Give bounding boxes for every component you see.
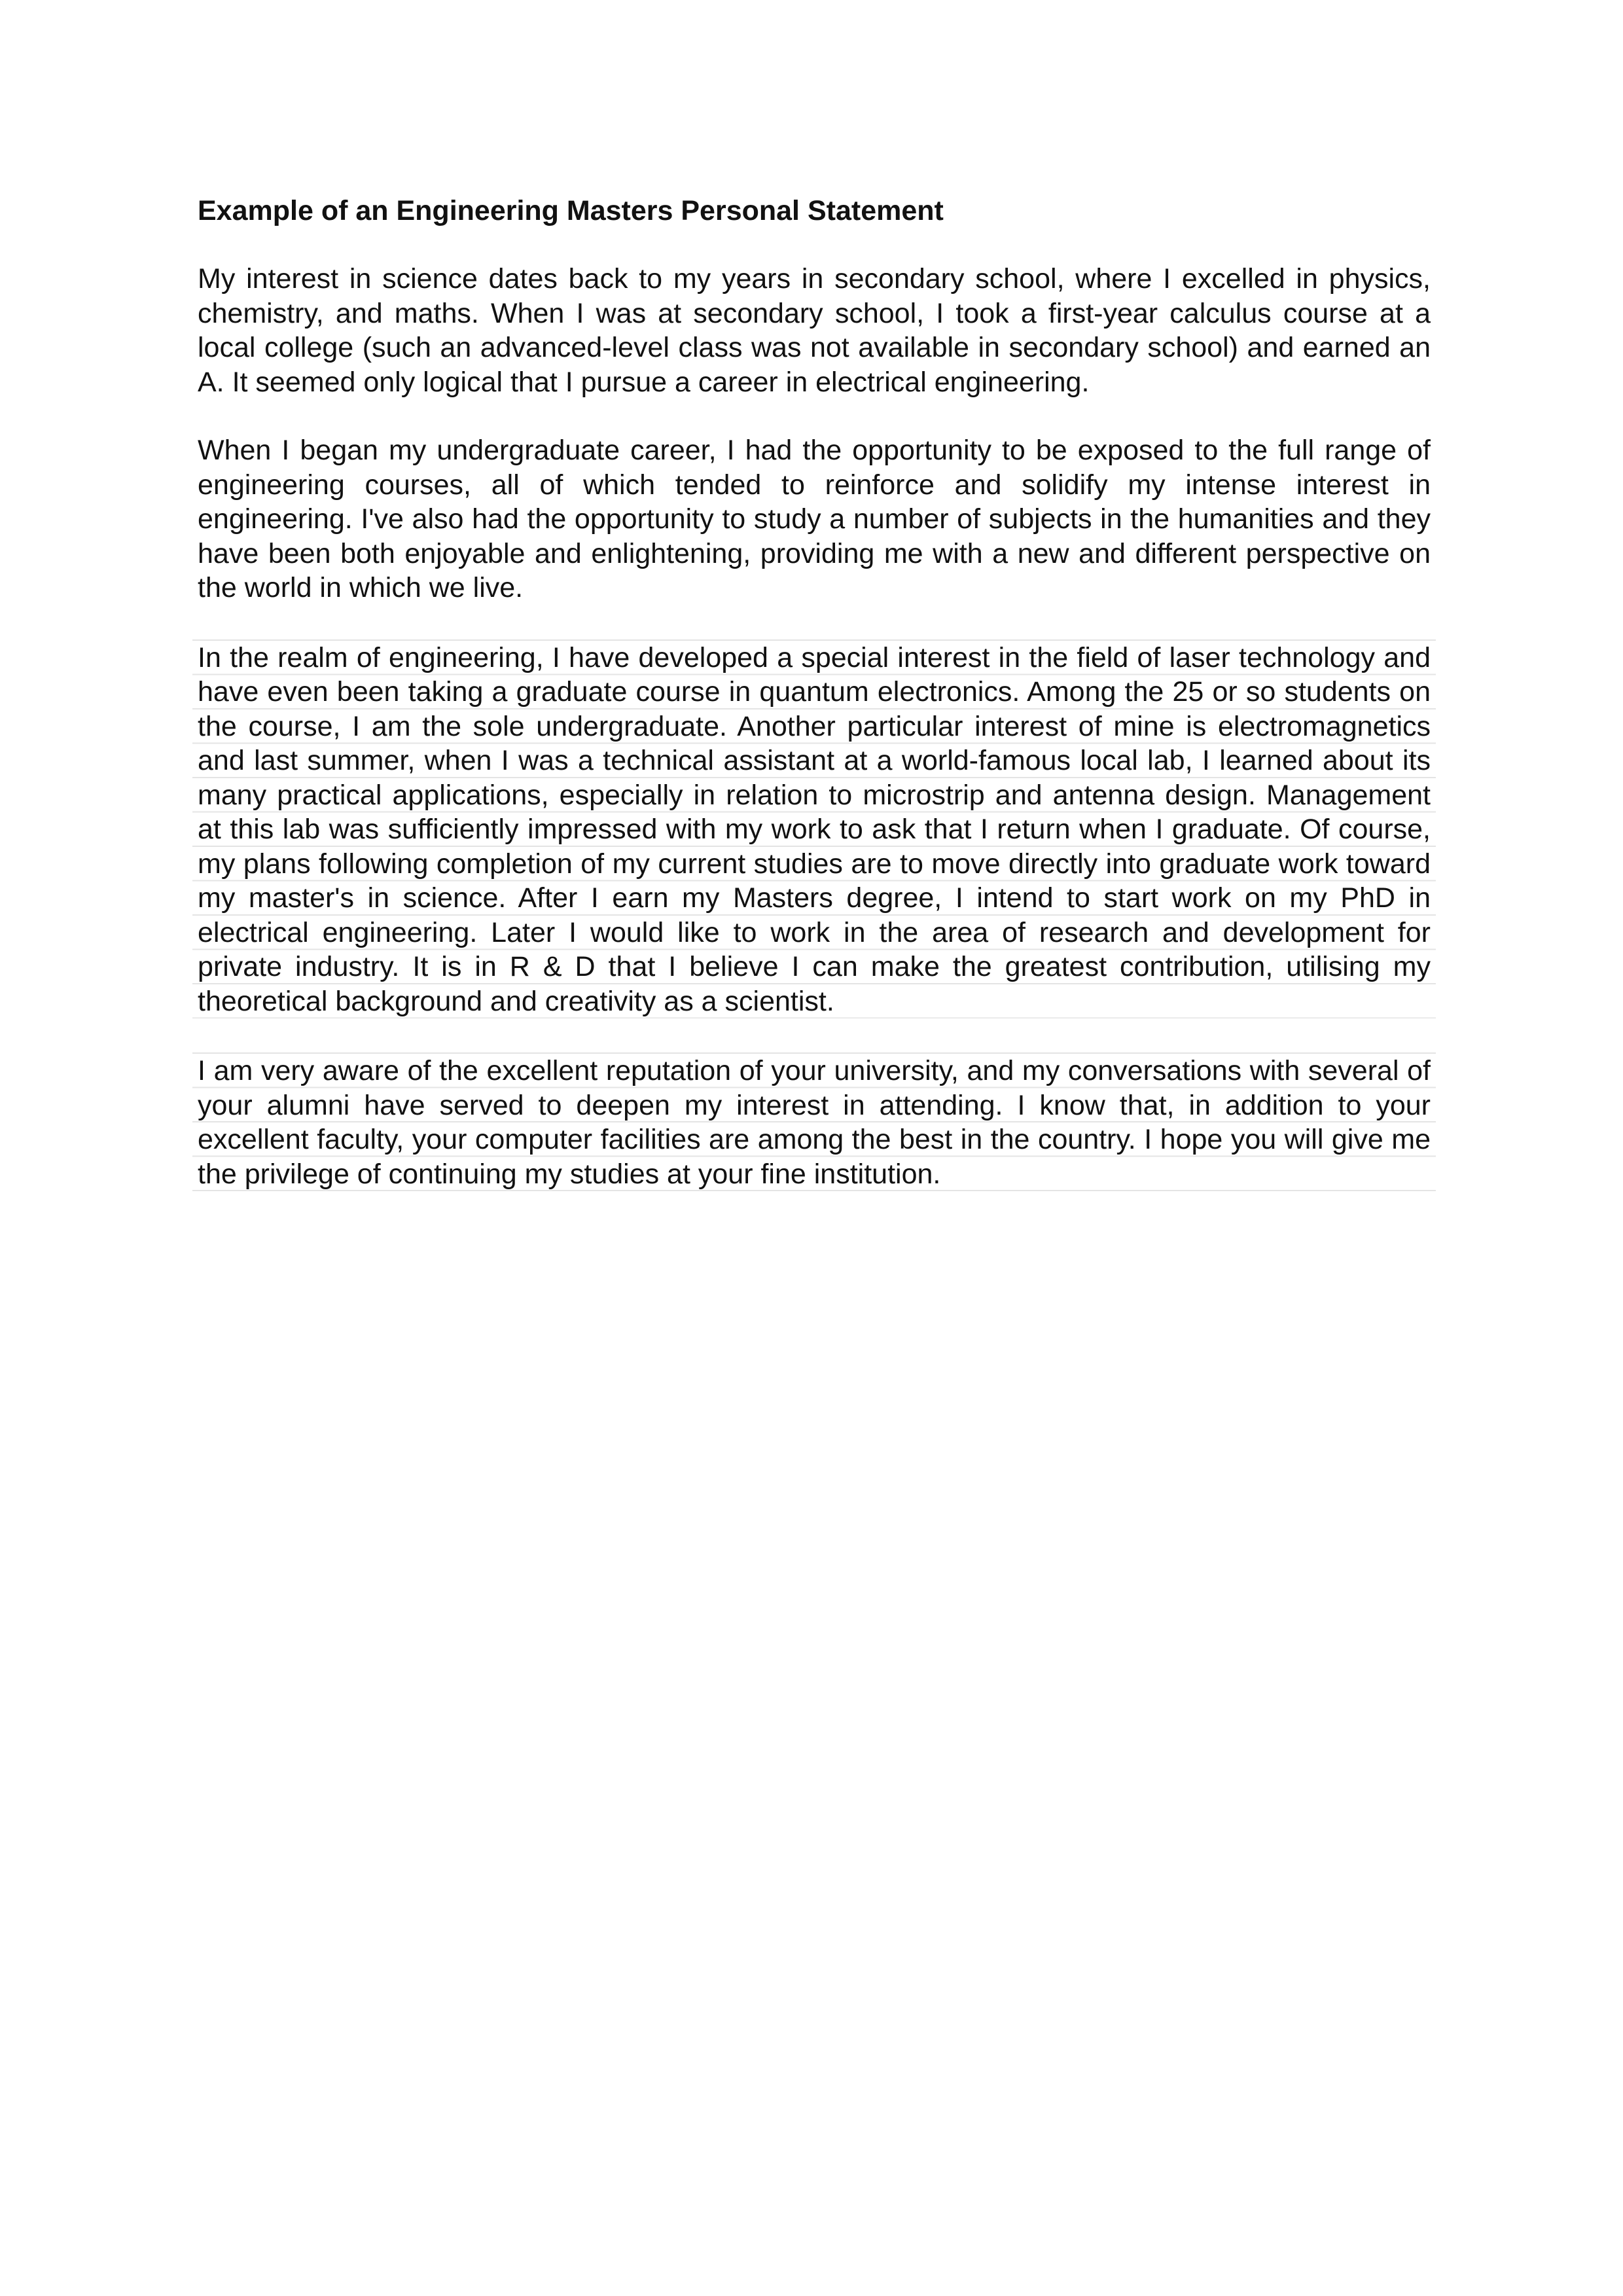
paragraph-1: My interest in science dates back to my years in secondary school, where I excelled in physics, chemistry, and maths. When I was at secondary school, I took a first-year calculus course at a local college (such an advanced-level class was not available in secondary school) and earned an A. It seemed only logical that I pursue a career in electrical engineering. <box>198 263 1431 398</box>
document-body <box>198 194 1431 1225</box>
paragraph-3: In the realm of engineering, I have developed a special interest in the field of laser technology and have even been taking a graduate course in quantum electronics. Among the 25 or so students on the course, I am the sole undergraduate. Another particular interest of mine is electromagnetics and last summer, when I was a technical assistant at a world-famous local lab, I learned about its many practical applications, especially in relation to microstrip and antenna design. Management at this lab was sufficiently impressed with my work to ask that I return when I graduate. Of course, my plans following completion of my current studies are to move directly into graduate work toward my master's in science. After I earn my Masters degree, I intend to start work on my PhD in electrical engineering. Later I would like to work in the area of research and development for private industry. It is in R & D that I believe I can make the greatest contribution, utilising my theoretical background and creativity as a scientist. <box>192 639 1436 1019</box>
paragraph-4: I am very aware of the excellent reputation of your university, and my conversations with several of your alumni have served to deepen my interest in attending. I know that, in addition to your excellent faculty, your computer facilities are among the best in the country. I hope you will give me the privilege of continuing my studies at your fine institution. <box>192 1052 1436 1191</box>
paragraph-2: When I began my undergraduate career, I had the opportunity to be exposed to the full range of engineering courses, all of which tended to reinforce and solidify my intense interest in engineering. I've also had the opportunity to study a number of subjects in the humanities and they have been both enjoyable and enlightening, providing me with a new and different perspective on the world in which we live. <box>198 435 1431 603</box>
document-title: Example of an Engineering Masters Personal Statement <box>198 195 944 226</box>
